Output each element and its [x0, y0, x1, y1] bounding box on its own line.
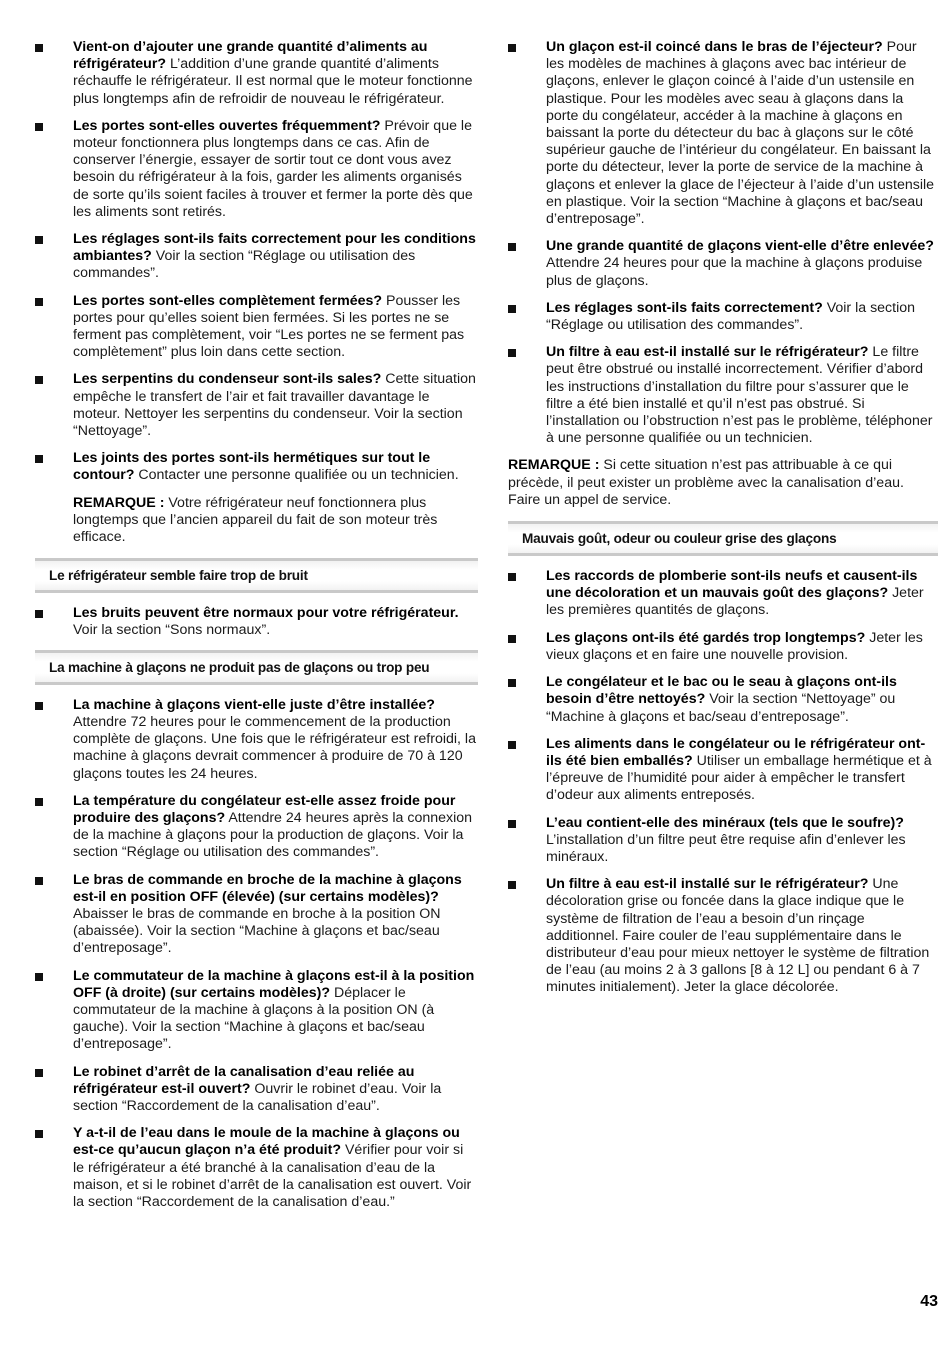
square-bullet-icon: [35, 298, 43, 306]
question-text: Les portes sont-elles complètement fermées?: [73, 292, 383, 309]
square-bullet-icon: [508, 881, 516, 889]
answer-text: Cette situation empêche le transfert de l’air et fait travailler davantage le moteur. Nettoyer les serpentins du condenseur. Voir la section “Nettoyage”.: [73, 371, 476, 440]
answer-text: Déplacer le commutateur de la machine à glaçons à la position ON (à gauche). Voir la section “Machine à glaçons et bac/seau d’entreposage”.: [73, 984, 435, 1053]
question-text: L’eau contient-elle des minéraux (tels que le soufre)?: [546, 814, 904, 831]
list-item: [35, 371, 478, 440]
square-bullet-icon: [35, 973, 43, 981]
answer-text: Voir la section “Nettoyage” ou “Machine à glaçons et bac/seau d’entreposage”.: [546, 691, 896, 725]
answer-text: Contacter une personne qualifiée ou un technicien.: [134, 467, 459, 484]
list-item: [508, 815, 938, 867]
question-text: La température du congélateur est-elle assez froide pour produire des glaçons?: [73, 792, 456, 826]
answer-text: Abaisser le bras de commande en broche à la position ON (abaissée). Voir la section “Machine à glaçons et bac/seau d’entreposage”.: [73, 905, 441, 957]
question-text: Le congélateur et le bac ou le seau à glaçons ont-ils besoin d’être nettoyés?: [546, 674, 897, 708]
list-item: [508, 39, 938, 228]
square-bullet-icon: [508, 44, 516, 52]
square-bullet-icon: [508, 305, 516, 313]
question-text: Les réglages sont-ils faits correctement?: [546, 299, 823, 316]
list-item: [35, 697, 478, 783]
answer-text: Pousser les portes pour qu’elles soient bien fermées. Si les portes ne se ferment pas complètement, voir “Les portes ne se ferment pas complètement” plus loin dans cette section.: [73, 292, 465, 361]
question-text: Le bras de commande en broche de la machine à glaçons est-il en position OFF (élevée) (sur certains modèles)?: [73, 871, 462, 905]
list-item: [35, 450, 478, 484]
list-item: [508, 568, 938, 620]
list-items-ice-continued: [508, 39, 938, 447]
answer-text: Voir la section “Sons normaux”.: [73, 622, 271, 639]
answer-text: Voir la section “Réglage ou utilisation des commandes”.: [546, 299, 916, 334]
question-text: Un filtre à eau est-il installé sur le réfrigérateur?: [546, 876, 869, 893]
answer-text: Attendre 24 heures pour que la machine à glaçons produise plus de glaçons.: [546, 255, 923, 289]
note-label: REMARQUE :: [508, 457, 600, 474]
square-bullet-icon: [508, 679, 516, 687]
square-bullet-icon: [35, 455, 43, 463]
square-bullet-icon: [35, 236, 43, 244]
list-item: [508, 630, 938, 664]
list-item: [35, 118, 478, 221]
note-remarque-1: [35, 495, 478, 547]
section-heading-taste-odor: Mauvais goût, odeur ou couleur grise des glaçons: [508, 521, 938, 556]
note-remarque-2: [508, 457, 938, 509]
square-bullet-icon: [35, 123, 43, 131]
question-text: La machine à glaçons vient-elle juste d’être installée?: [73, 696, 435, 713]
list-item: [35, 231, 478, 283]
square-bullet-icon: [35, 877, 43, 885]
question-text: Un filtre à eau est-il installé sur le réfrigérateur?: [546, 344, 869, 361]
answer-text: Attendre 72 heures pour le commencement de la production complète de glaçons. Une fois que le réfrigérateur est refroidi, la machine à glaçons devrait commencer à produire de 70 à 120 glaçons toutes les 24 heures.: [73, 713, 476, 782]
question-text: Un glaçon est-il coincé dans le bras de l’éjecteur?: [546, 39, 883, 55]
answer-text: Une décoloration grise ou foncée dans la glace indique que le système de filtration de l’eau a besoin d’un rinçage additionnel. Faire couler de l’eau supplémentaire dans le distributeur d’eau pour mieux nettoyer le système de filtration de l’eau (au moins 2 à 3 gallons [8 à 12 L] ou pendant 6 à 7 minutes initialement). Jeter la glace décolorée.: [546, 876, 930, 996]
list-items-top: [35, 39, 478, 485]
answer-text: Prévoir que le moteur fonctionnera plus longtemps dans ce cas. Afin de conserver l’énergie, essayer de sortir tout ce dont vous avez besoin du réfrigérateur à la fois, garder les aliments organisés de sorte qu’ils soient faciles à trouver et fermer la porte dès que les aliments sont retirés.: [73, 117, 473, 220]
list-item: [35, 1064, 478, 1116]
list-item: [35, 605, 478, 639]
square-bullet-icon: [35, 610, 43, 618]
list-item: [508, 238, 938, 290]
section-heading-ice-production: La machine à glaçons ne produit pas de glaçons ou trop peu: [35, 650, 478, 685]
answer-text: Le filtre peut être obstrué ou installé incorrectement. Vérifier d’abord les instructions d’installation du filtre pour s’assurer que le filtre a été bien installé et qu’il n’est pas obstrué. Si l’installation ou l’obstruction n’est pas le problème, téléphoner à une personne qualifiée ou un technicien.: [546, 344, 933, 447]
list-item: [35, 1125, 478, 1211]
list-items-taste: [508, 568, 938, 996]
list-item: [508, 344, 938, 447]
square-bullet-icon: [508, 573, 516, 581]
question-text: Les serpentins du condenseur sont-ils sales?: [73, 371, 382, 388]
square-bullet-icon: [508, 635, 516, 643]
list-item: [35, 793, 478, 862]
square-bullet-icon: [508, 349, 516, 357]
note-label: REMARQUE :: [73, 494, 165, 511]
list-item: [508, 300, 938, 334]
question-text: Les glaçons ont-ils été gardés trop longtemps?: [546, 629, 866, 646]
question-text: Une grande quantité de glaçons vient-elle d’être enlevée?: [546, 238, 934, 255]
question-text: Les portes sont-elles ouvertes fréquemment?: [73, 117, 381, 134]
square-bullet-icon: [35, 798, 43, 806]
list-item: [35, 968, 478, 1054]
answer-text: Attendre 24 heures après la connexion de la machine à glaçons pour la production de glaçons. Voir la section “Réglage ou utilisation des commandes”.: [73, 809, 473, 861]
answer-text: Jeter les vieux glaçons et en faire une nouvelle provision.: [546, 629, 923, 663]
square-bullet-icon: [508, 820, 516, 828]
question-text: Vient-on d’ajouter une grande quantité d’aliments au réfrigérateur?: [73, 39, 428, 73]
right-column: [508, 39, 938, 1007]
answer-text: Utiliser un emballage hermétique et à l’épreuve de l’humidité pour aider à empêcher le transfert d’odeur aux aliments entreposés.: [546, 752, 932, 804]
note-text: Votre réfrigérateur neuf fonctionnera plus longtemps que l’ancien appareil du fait de son moteur très efficace.: [73, 494, 438, 546]
square-bullet-icon: [508, 741, 516, 749]
square-bullet-icon: [35, 1130, 43, 1138]
answer-text: Voir la section “Réglage ou utilisation des commandes”.: [73, 248, 416, 282]
question-text: Les réglages sont-ils faits correctement pour les conditions ambiantes?: [73, 231, 476, 265]
note-text: Si cette situation n’est pas attribuable à ce qui précède, il peut exister un problème avec la canalisation d’eau. Faire un appel de service.: [508, 457, 904, 508]
question-text: Y a-t-il de l’eau dans le moule de la machine à glaçons ou est-ce qu’aucun glaçon n’a été produit?: [73, 1125, 460, 1159]
square-bullet-icon: [508, 243, 516, 251]
list-items-ice: [35, 697, 478, 1211]
square-bullet-icon: [35, 376, 43, 384]
list-item: [35, 872, 478, 958]
list-items-noise: [35, 605, 478, 639]
square-bullet-icon: [35, 1069, 43, 1077]
left-column: [35, 39, 478, 1221]
answer-text: Jeter les premières quantités de glaçons.: [546, 585, 924, 619]
list-item: [508, 674, 938, 726]
question-text: Le robinet d’arrêt de la canalisation d’eau reliée au réfrigérateur est-il ouvert?: [73, 1063, 415, 1097]
list-item: [35, 293, 478, 362]
question-text: Les bruits peuvent être normaux pour votre réfrigérateur.: [73, 605, 459, 622]
section-heading-noise: Le réfrigérateur semble faire trop de bruit: [35, 558, 478, 593]
question-text: Les joints des portes sont-ils hermétiques sur tout le contour?: [73, 450, 431, 484]
question-text: Les aliments dans le congélateur ou le réfrigérateur ont-ils été bien emballés?: [546, 735, 926, 769]
page-number: 43: [920, 1293, 938, 1310]
list-item: [35, 39, 478, 108]
list-item: [508, 876, 938, 996]
answer-text: Ouvrir le robinet d’eau. Voir la section “Raccordement de la canalisation d’eau”.: [73, 1080, 442, 1114]
question-text: Le commutateur de la machine à glaçons est-il à la position OFF (à droite) (sur certains modèles)?: [73, 967, 475, 1001]
answer-text: L’installation d’un filtre peut être requise afin d’enlever les minéraux.: [546, 831, 906, 865]
square-bullet-icon: [35, 702, 43, 710]
answer-text: Pour les modèles de machines à glaçons avec bac intérieur de glaçons, enlever le glaçon coincé à l’aide d’un ustensile en plastique. Pour les modèles avec seau à glaçons dans la porte du congélateur, accéder à la machine à glaçons en baissant la porte du détecteur du bac à glaçons sur le côté supérieur gauche de l’intérieur du congélateur. En baissant la porte du détecteur, lever la porte de service de la machine à glaçons et enlever la glace de l’éjecteur à l’aide d’un ustensile en plastique. Voir la section “Machine à glaçons et bac/seau d’entreposage”.: [546, 39, 935, 228]
list-item: [508, 736, 938, 805]
question-text: Les raccords de plomberie sont-ils neufs et causent-ils une décoloration et un mauvais goût des glaçons?: [546, 568, 918, 602]
square-bullet-icon: [35, 44, 43, 52]
answer-text: L’addition d’une grande quantité d’aliments réchauffe le réfrigérateur. Il est normal que le moteur fonctionne plus longtemps afin de refroidir de nouveau le réfrigérateur.: [73, 56, 473, 107]
answer-text: Vérifier pour voir si le réfrigérateur a été branché à la canalisation d’eau de la maison, et si le robinet d’arrêt de la canalisation est ouvert. Voir la section “Raccordement de la canalisation d’eau.”: [73, 1142, 472, 1210]
